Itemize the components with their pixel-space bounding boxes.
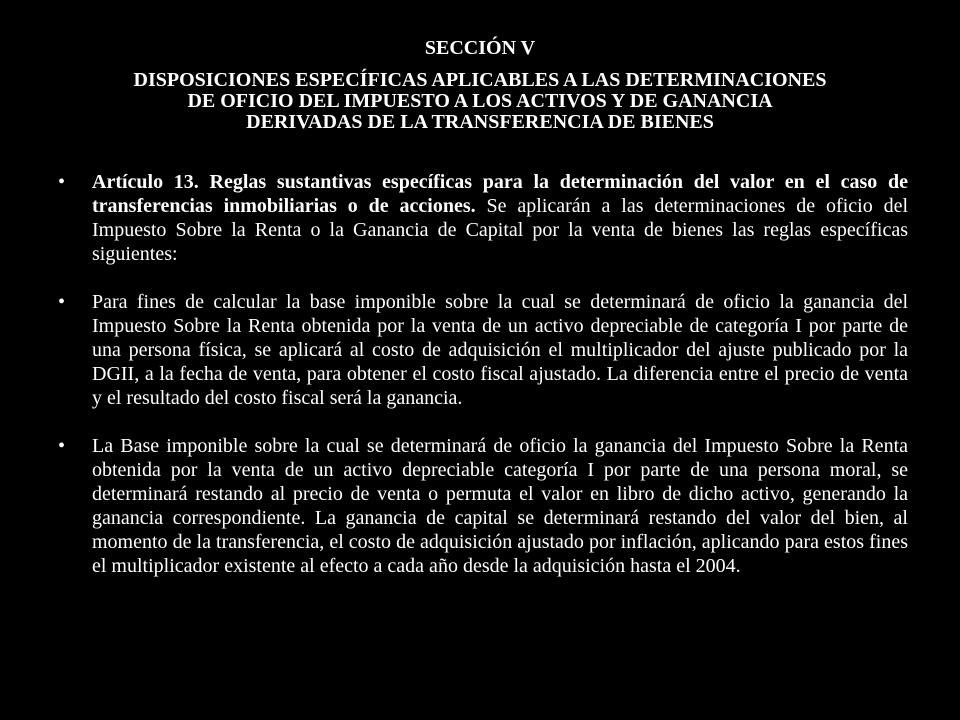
article-heading: Artículo 13. Reglas sustantivas específicas para la determinación del valor en el caso de transferencias inmobiliarias o de acciones. xyxy=(92,171,908,217)
bullet-dot: • xyxy=(58,171,66,193)
section-title-line: DISPOSICIONES ESPECÍFICAS APLICABLES A LAS DETERMINACIONES xyxy=(133,69,827,91)
bullet-dot: • xyxy=(58,435,66,457)
section-title xyxy=(40,70,920,133)
bullet-text: La Base imponible sobre la cual se determinará de oficio la ganancia del Impuesto Sobre la Renta obtenida por la venta de un activo depreciable categoría I por parte de una persona moral, se determinará restando al precio de venta o permuta el valor en libro de dicho activo, generando la ganancia correspondiente. La ganancia de capital se determinará restando del valor del bien, al momento de la transferencia, el costo de adquisición ajustado por inflación, aplicando para estos fines el multiplicador existente al efecto a cada año desde la adquisición hasta el 2004. xyxy=(92,435,908,577)
bullet-item-persona-fisica xyxy=(58,290,908,410)
bullet-text: Para fines de calcular la base imponible sobre la cual se determinará de oficio la ganancia del Impuesto Sobre la Renta obtenida por la venta de un activo depreciable de categoría I por parte de una persona física, se aplicará al costo de adquisición el multiplicador del ajuste publicado por la DGII, a la fecha de venta, para obtener el costo fiscal ajustado. La diferencia entre el precio de venta y el resultado del costo fiscal será la ganancia. xyxy=(92,291,908,409)
section-title-line: DERIVADAS DE LA TRANSFERENCIA DE BIENES xyxy=(246,111,714,133)
bullet-dot: • xyxy=(58,291,66,313)
bullet-item-persona-moral xyxy=(58,434,908,578)
bullet-list xyxy=(58,170,908,602)
bullet-item-article-13 xyxy=(58,170,908,266)
section-title-line: DE OFICIO DEL IMPUESTO A LOS ACTIVOS Y DE GANANCIA xyxy=(187,90,773,112)
section-label: SECCIÓN V xyxy=(424,37,536,59)
bullet-text: Se aplicarán a las determinaciones de oficio del Impuesto Sobre la Renta o la Ganancia de Capital por la venta de bienes las reglas específicas siguientes: xyxy=(92,195,908,265)
